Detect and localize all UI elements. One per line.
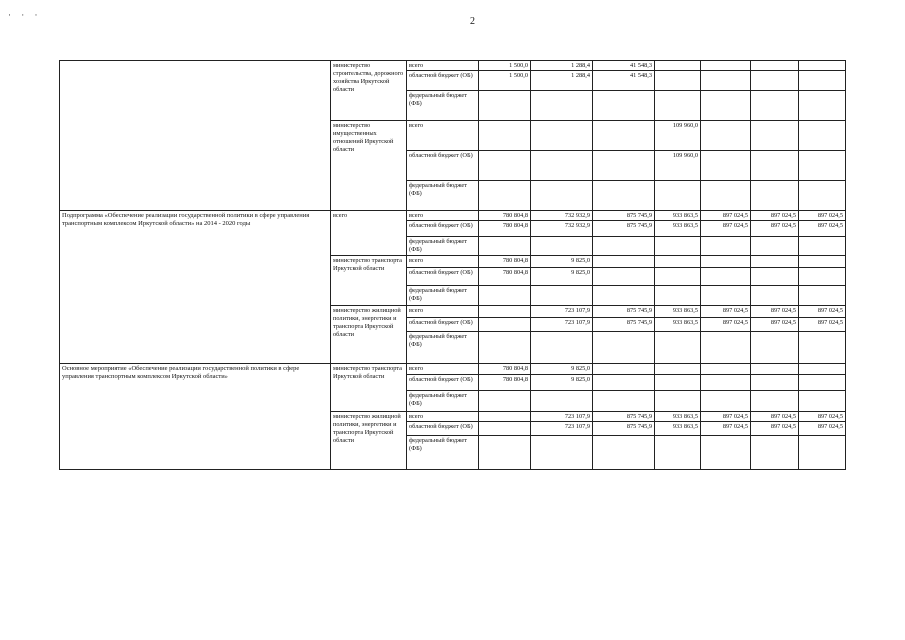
executor-name: министерство жилищной политики, энергетики и транспорта Иркутской области xyxy=(331,412,407,470)
amount-cell xyxy=(593,268,655,286)
funding-source: федеральный бюджет (ФБ) xyxy=(407,181,479,211)
amount-cell xyxy=(531,237,593,256)
amount-cell: 780 804,8 xyxy=(479,211,531,221)
funding-source: федеральный бюджет (ФБ) xyxy=(407,436,479,470)
amount-cell xyxy=(799,237,846,256)
amount-cell xyxy=(701,121,751,151)
amount-cell xyxy=(655,375,701,391)
amount-cell: 897 024,5 xyxy=(751,412,799,422)
amount-cell: 897 024,5 xyxy=(799,211,846,221)
amount-cell: 897 024,5 xyxy=(701,422,751,436)
funding-source: областной бюджет (ОБ) xyxy=(407,375,479,391)
amount-cell xyxy=(479,391,531,412)
amount-cell xyxy=(479,91,531,121)
amount-cell: 897 024,5 xyxy=(751,221,799,237)
amount-cell xyxy=(479,412,531,422)
amount-cell xyxy=(799,391,846,412)
amount-cell xyxy=(701,332,751,364)
amount-cell: 780 804,8 xyxy=(479,364,531,375)
amount-cell: 897 024,5 xyxy=(751,318,799,332)
amount-cell: 109 960,0 xyxy=(655,121,701,151)
funding-source: всего xyxy=(407,211,479,221)
amount-cell xyxy=(799,286,846,306)
amount-cell xyxy=(655,237,701,256)
amount-cell: 9 825,0 xyxy=(531,375,593,391)
funding-source: всего xyxy=(407,412,479,422)
amount-cell xyxy=(655,268,701,286)
amount-cell: 933 863,5 xyxy=(655,221,701,237)
amount-cell xyxy=(531,436,593,470)
table-row xyxy=(60,211,846,221)
amount-cell xyxy=(799,151,846,181)
amount-cell xyxy=(479,318,531,332)
amount-cell: 1 288,4 xyxy=(531,61,593,71)
amount-cell xyxy=(479,286,531,306)
amount-cell: 897 024,5 xyxy=(799,422,846,436)
amount-cell xyxy=(593,91,655,121)
funding-source: федеральный бюджет (ФБ) xyxy=(407,237,479,256)
amount-cell xyxy=(799,61,846,71)
funding-source: федеральный бюджет (ФБ) xyxy=(407,91,479,121)
amount-cell xyxy=(751,91,799,121)
amount-cell xyxy=(655,91,701,121)
amount-cell xyxy=(593,391,655,412)
amount-cell: 875 745,9 xyxy=(593,412,655,422)
amount-cell: 732 932,9 xyxy=(531,211,593,221)
funding-source: областной бюджет (ОБ) xyxy=(407,318,479,332)
amount-cell xyxy=(655,61,701,71)
amount-cell xyxy=(701,91,751,121)
amount-cell xyxy=(479,181,531,211)
amount-cell: 875 745,9 xyxy=(593,306,655,318)
amount-cell: 723 107,9 xyxy=(531,318,593,332)
amount-cell xyxy=(479,306,531,318)
amount-cell xyxy=(593,151,655,181)
amount-cell: 897 024,5 xyxy=(751,422,799,436)
amount-cell xyxy=(751,332,799,364)
amount-cell: 875 745,9 xyxy=(593,318,655,332)
amount-cell xyxy=(751,121,799,151)
amount-cell xyxy=(751,61,799,71)
amount-cell xyxy=(751,268,799,286)
amount-cell xyxy=(531,91,593,121)
amount-cell: 9 825,0 xyxy=(531,268,593,286)
executor-name: министерство имущественных отношений Иркутской области xyxy=(331,121,407,211)
amount-cell: 723 107,9 xyxy=(531,412,593,422)
amount-cell xyxy=(751,256,799,268)
amount-cell xyxy=(751,286,799,306)
amount-cell xyxy=(751,436,799,470)
amount-cell xyxy=(593,121,655,151)
executor-name: всего xyxy=(331,211,407,256)
funding-source: областной бюджет (ОБ) xyxy=(407,71,479,91)
amount-cell xyxy=(799,436,846,470)
amount-cell: 897 024,5 xyxy=(701,318,751,332)
amount-cell xyxy=(593,332,655,364)
amount-cell: 897 024,5 xyxy=(799,412,846,422)
amount-cell xyxy=(701,61,751,71)
amount-cell xyxy=(655,391,701,412)
amount-cell xyxy=(655,286,701,306)
amount-cell xyxy=(479,151,531,181)
scan-specks: · · · xyxy=(8,10,42,20)
funding-source: всего xyxy=(407,364,479,375)
amount-cell: 9 825,0 xyxy=(531,364,593,375)
amount-cell xyxy=(751,151,799,181)
amount-cell: 1 500,0 xyxy=(479,61,531,71)
amount-cell xyxy=(655,364,701,375)
amount-cell: 875 745,9 xyxy=(593,221,655,237)
amount-cell xyxy=(701,268,751,286)
amount-cell xyxy=(701,237,751,256)
amount-cell xyxy=(531,121,593,151)
amount-cell xyxy=(799,91,846,121)
amount-cell xyxy=(479,332,531,364)
amount-cell: 875 745,9 xyxy=(593,211,655,221)
program-name xyxy=(60,61,331,211)
amount-cell: 897 024,5 xyxy=(751,211,799,221)
amount-cell xyxy=(701,375,751,391)
amount-cell: 933 863,5 xyxy=(655,412,701,422)
amount-cell xyxy=(799,364,846,375)
amount-cell xyxy=(593,375,655,391)
amount-cell xyxy=(531,391,593,412)
table-row xyxy=(60,61,846,71)
funding-source: федеральный бюджет (ФБ) xyxy=(407,332,479,364)
amount-cell: 732 932,9 xyxy=(531,221,593,237)
amount-cell: 41 548,3 xyxy=(593,71,655,91)
funding-source: федеральный бюджет (ФБ) xyxy=(407,391,479,412)
funding-source: всего xyxy=(407,121,479,151)
amount-cell: 897 024,5 xyxy=(799,306,846,318)
executor-name: министерство транспорта Иркутской области xyxy=(331,256,407,306)
funding-source: областной бюджет (ОБ) xyxy=(407,422,479,436)
amount-cell: 723 107,9 xyxy=(531,422,593,436)
amount-cell xyxy=(479,121,531,151)
amount-cell: 1 288,4 xyxy=(531,71,593,91)
amount-cell xyxy=(701,436,751,470)
amount-cell: 897 024,5 xyxy=(799,318,846,332)
funding-source: всего xyxy=(407,61,479,71)
amount-cell: 897 024,5 xyxy=(701,412,751,422)
amount-cell: 780 804,8 xyxy=(479,375,531,391)
amount-cell xyxy=(701,151,751,181)
amount-cell xyxy=(593,436,655,470)
amount-cell: 1 500,0 xyxy=(479,71,531,91)
amount-cell: 897 024,5 xyxy=(701,221,751,237)
program-name: Основное мероприятие «Обеспечение реализации государственной политики в сфере управления транспортным комплексом Иркутской области» xyxy=(60,364,331,470)
amount-cell xyxy=(655,181,701,211)
amount-cell: 933 863,5 xyxy=(655,318,701,332)
amount-cell xyxy=(593,286,655,306)
funding-source: областной бюджет (ОБ) xyxy=(407,268,479,286)
amount-cell: 897 024,5 xyxy=(701,211,751,221)
amount-cell xyxy=(701,71,751,91)
amount-cell xyxy=(751,71,799,91)
amount-cell xyxy=(751,391,799,412)
amount-cell xyxy=(701,256,751,268)
amount-cell: 41 548,3 xyxy=(593,61,655,71)
amount-cell xyxy=(799,71,846,91)
amount-cell: 933 863,5 xyxy=(655,211,701,221)
executor-name: министерство транспорта Иркутской области xyxy=(331,364,407,412)
amount-cell xyxy=(531,181,593,211)
amount-cell xyxy=(751,237,799,256)
budget-table xyxy=(59,60,846,470)
funding-source: всего xyxy=(407,256,479,268)
funding-source: областной бюджет (ОБ) xyxy=(407,151,479,181)
amount-cell xyxy=(701,364,751,375)
amount-cell xyxy=(479,237,531,256)
amount-cell: 897 024,5 xyxy=(751,306,799,318)
amount-cell xyxy=(655,436,701,470)
amount-cell xyxy=(799,181,846,211)
amount-cell xyxy=(799,332,846,364)
amount-cell xyxy=(479,422,531,436)
amount-cell xyxy=(751,364,799,375)
amount-cell xyxy=(531,286,593,306)
amount-cell xyxy=(799,121,846,151)
amount-cell xyxy=(751,375,799,391)
amount-cell xyxy=(701,391,751,412)
funding-source: всего xyxy=(407,306,479,318)
amount-cell: 875 745,9 xyxy=(593,422,655,436)
amount-cell xyxy=(655,256,701,268)
amount-cell: 897 024,5 xyxy=(701,306,751,318)
amount-cell: 933 863,5 xyxy=(655,306,701,318)
amount-cell xyxy=(655,332,701,364)
amount-cell: 109 960,0 xyxy=(655,151,701,181)
amount-cell: 723 107,9 xyxy=(531,306,593,318)
executor-name: министерство строительства, дорожного хозяйства Иркутской области xyxy=(331,61,407,121)
amount-cell xyxy=(799,268,846,286)
amount-cell xyxy=(593,181,655,211)
amount-cell xyxy=(593,256,655,268)
funding-source: областной бюджет (ОБ) xyxy=(407,221,479,237)
amount-cell: 780 804,8 xyxy=(479,256,531,268)
executor-name: министерство жилищной политики, энергетики и транспорта Иркутской области xyxy=(331,306,407,364)
page-number: 2 xyxy=(470,16,475,27)
amount-cell xyxy=(531,332,593,364)
amount-cell xyxy=(701,286,751,306)
amount-cell: 780 804,8 xyxy=(479,221,531,237)
amount-cell: 897 024,5 xyxy=(799,221,846,237)
funding-source: федеральный бюджет (ФБ) xyxy=(407,286,479,306)
amount-cell xyxy=(751,181,799,211)
amount-cell xyxy=(701,181,751,211)
amount-cell: 780 804,8 xyxy=(479,268,531,286)
amount-cell: 9 825,0 xyxy=(531,256,593,268)
amount-cell xyxy=(531,151,593,181)
amount-cell xyxy=(593,237,655,256)
amount-cell xyxy=(593,364,655,375)
table-row xyxy=(60,364,846,375)
amount-cell: 933 863,5 xyxy=(655,422,701,436)
amount-cell xyxy=(479,436,531,470)
amount-cell xyxy=(799,256,846,268)
amount-cell xyxy=(799,375,846,391)
amount-cell xyxy=(655,71,701,91)
program-name: Подпрограмма «Обеспечение реализации государственной политики в сфере управления транспортным комплексом Иркутской области» на 2014 - 2020 годы xyxy=(60,211,331,364)
